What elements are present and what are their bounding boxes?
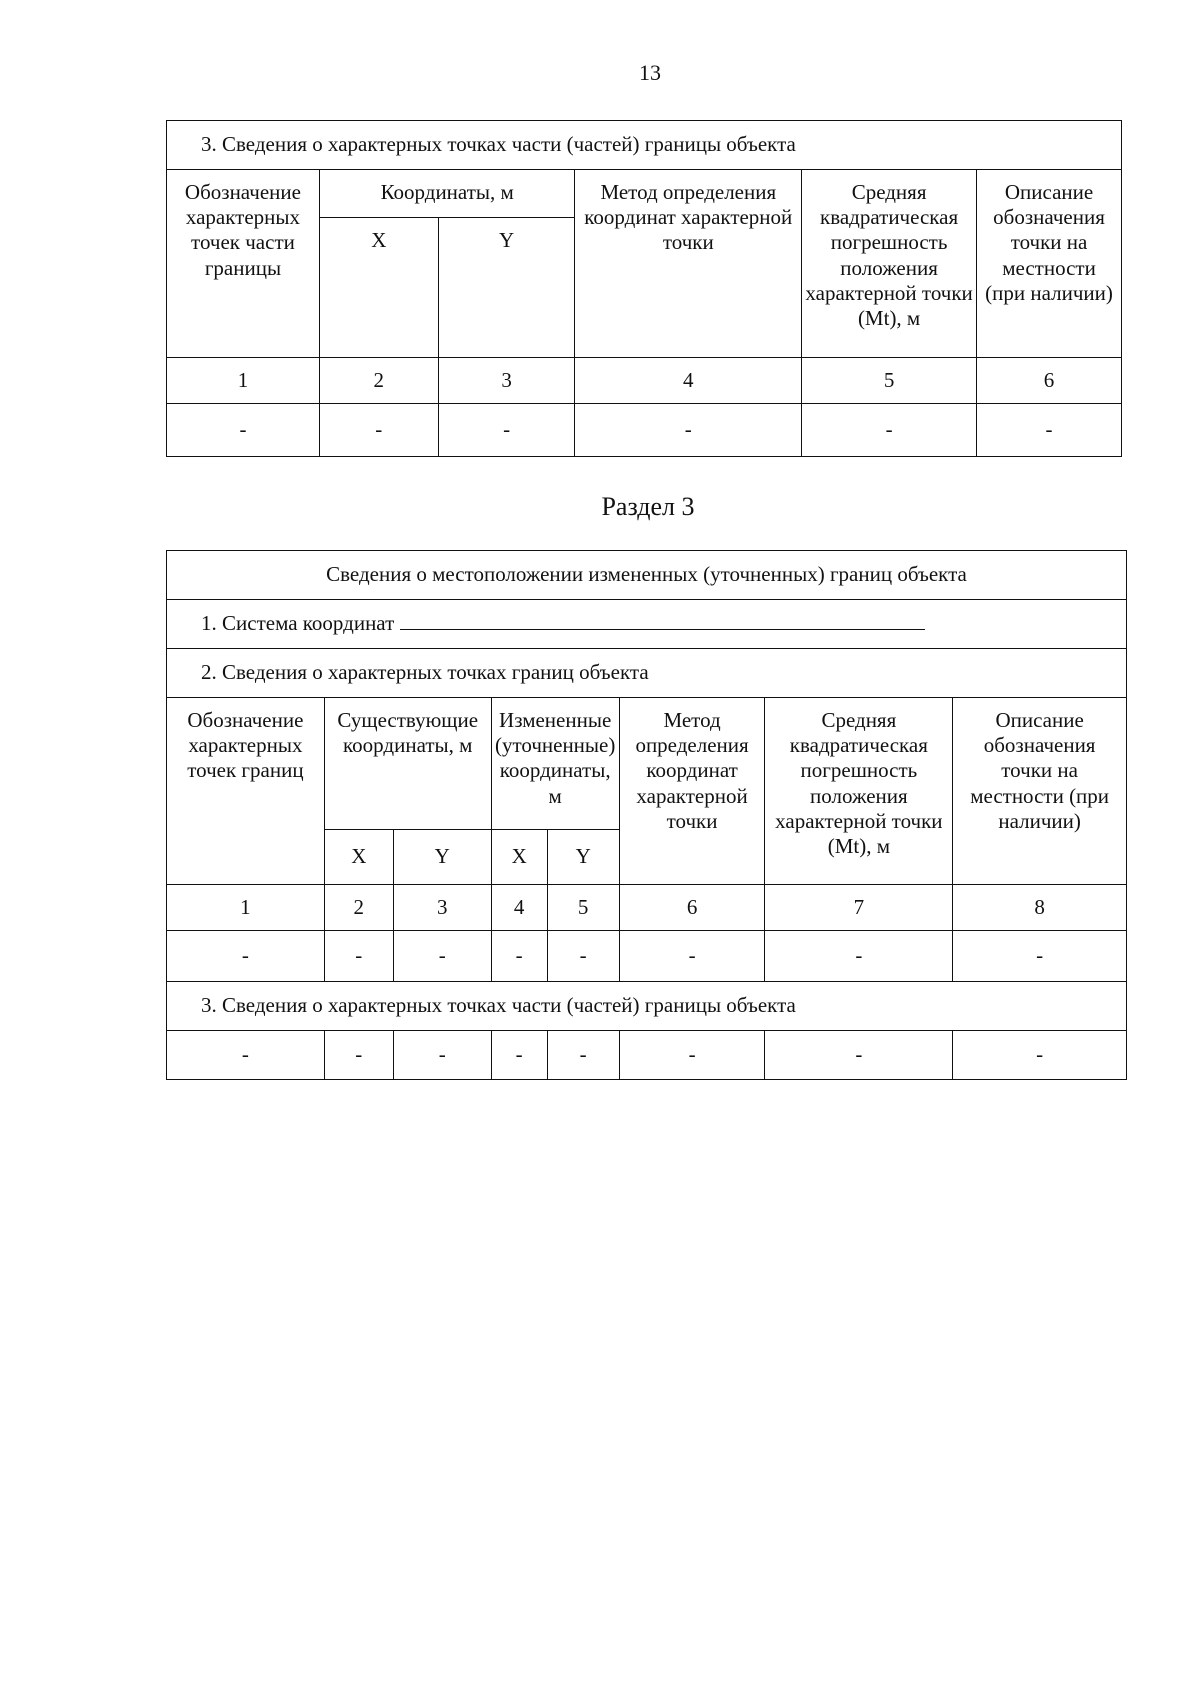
header-designation: Обозначение характерных точек части границы bbox=[167, 170, 320, 358]
header-y-changed: Y bbox=[547, 830, 619, 885]
table-cell: - bbox=[324, 931, 393, 982]
header-x-changed: X bbox=[491, 830, 547, 885]
table-cell: - bbox=[547, 931, 619, 982]
table-caption: 2. Сведения о характерных точках границ объекта bbox=[167, 649, 1127, 698]
table-cell: - bbox=[167, 1031, 325, 1080]
header-designation: Обозначение характерных точек границ bbox=[167, 698, 325, 885]
column-number: 1 bbox=[167, 885, 325, 931]
column-number: 7 bbox=[765, 885, 953, 931]
column-number: 4 bbox=[491, 885, 547, 931]
header-x-existing: X bbox=[324, 830, 393, 885]
column-number: 5 bbox=[547, 885, 619, 931]
table-cell: - bbox=[953, 931, 1127, 982]
table-cell: - bbox=[547, 1031, 619, 1080]
header-changed-coordinates: Измененные (уточненные) координаты, м bbox=[491, 698, 619, 830]
column-number: 8 bbox=[953, 885, 1127, 931]
table-cell: - bbox=[167, 404, 320, 457]
coordinate-system-label: 1. Система координат bbox=[201, 611, 395, 636]
header-coordinates: Координаты, м bbox=[319, 170, 575, 218]
changed-boundaries-table bbox=[166, 550, 1127, 1080]
header-error: Средняя квадратическая погрешность положения характерной точки (Mt), м bbox=[802, 170, 977, 358]
table-cell: - bbox=[953, 1031, 1127, 1080]
table-cell: - bbox=[977, 404, 1122, 457]
table-cell: - bbox=[491, 1031, 547, 1080]
header-y-existing: Y bbox=[393, 830, 491, 885]
table-cell: - bbox=[765, 1031, 953, 1080]
column-number: 6 bbox=[619, 885, 765, 931]
header-x: X bbox=[319, 218, 438, 358]
header-error: Средняя квадратическая погрешность положения характерной точки (Mt), м bbox=[765, 698, 953, 885]
coordinate-system-blank bbox=[400, 611, 925, 630]
column-number: 1 bbox=[167, 358, 320, 404]
column-number: 2 bbox=[324, 885, 393, 931]
coordinate-system-row bbox=[167, 600, 1127, 649]
table-cell: - bbox=[393, 1031, 491, 1080]
page-number: 13 bbox=[639, 60, 661, 85]
table-cell: - bbox=[619, 1031, 765, 1080]
table-cell: - bbox=[319, 404, 438, 457]
table-cell: - bbox=[167, 931, 325, 982]
header-description: Описание обозначения точки на местности (при наличии) bbox=[953, 698, 1127, 885]
table-cell: - bbox=[438, 404, 575, 457]
table-caption: 3. Сведения о характерных точках части (частей) границы объекта bbox=[167, 121, 1122, 170]
table-cell: - bbox=[324, 1031, 393, 1080]
table-caption: 3. Сведения о характерных точках части (частей) границы объекта bbox=[167, 982, 1127, 1031]
header-method: Метод определения координат характерной точки bbox=[575, 170, 802, 358]
section-heading: Раздел 3 bbox=[601, 492, 695, 521]
header-existing-coordinates: Существующие координаты, м bbox=[324, 698, 491, 830]
table-cell: - bbox=[802, 404, 977, 457]
header-y: Y bbox=[438, 218, 575, 358]
part-boundary-points-table bbox=[166, 120, 1122, 457]
table-cell: - bbox=[765, 931, 953, 982]
table-cell: - bbox=[575, 404, 802, 457]
column-number: 6 bbox=[977, 358, 1122, 404]
header-method: Метод определения координат характерной точки bbox=[619, 698, 765, 885]
table-cell: - bbox=[393, 931, 491, 982]
table-title: Сведения о местоположении измененных (уточненных) границ объекта bbox=[167, 551, 1127, 600]
column-number: 3 bbox=[438, 358, 575, 404]
column-number: 5 bbox=[802, 358, 977, 404]
header-description: Описание обозначения точки на местности (при наличии) bbox=[977, 170, 1122, 358]
column-number: 4 bbox=[575, 358, 802, 404]
column-number: 3 bbox=[393, 885, 491, 931]
column-number: 2 bbox=[319, 358, 438, 404]
table-cell: - bbox=[619, 931, 765, 982]
table-cell: - bbox=[491, 931, 547, 982]
